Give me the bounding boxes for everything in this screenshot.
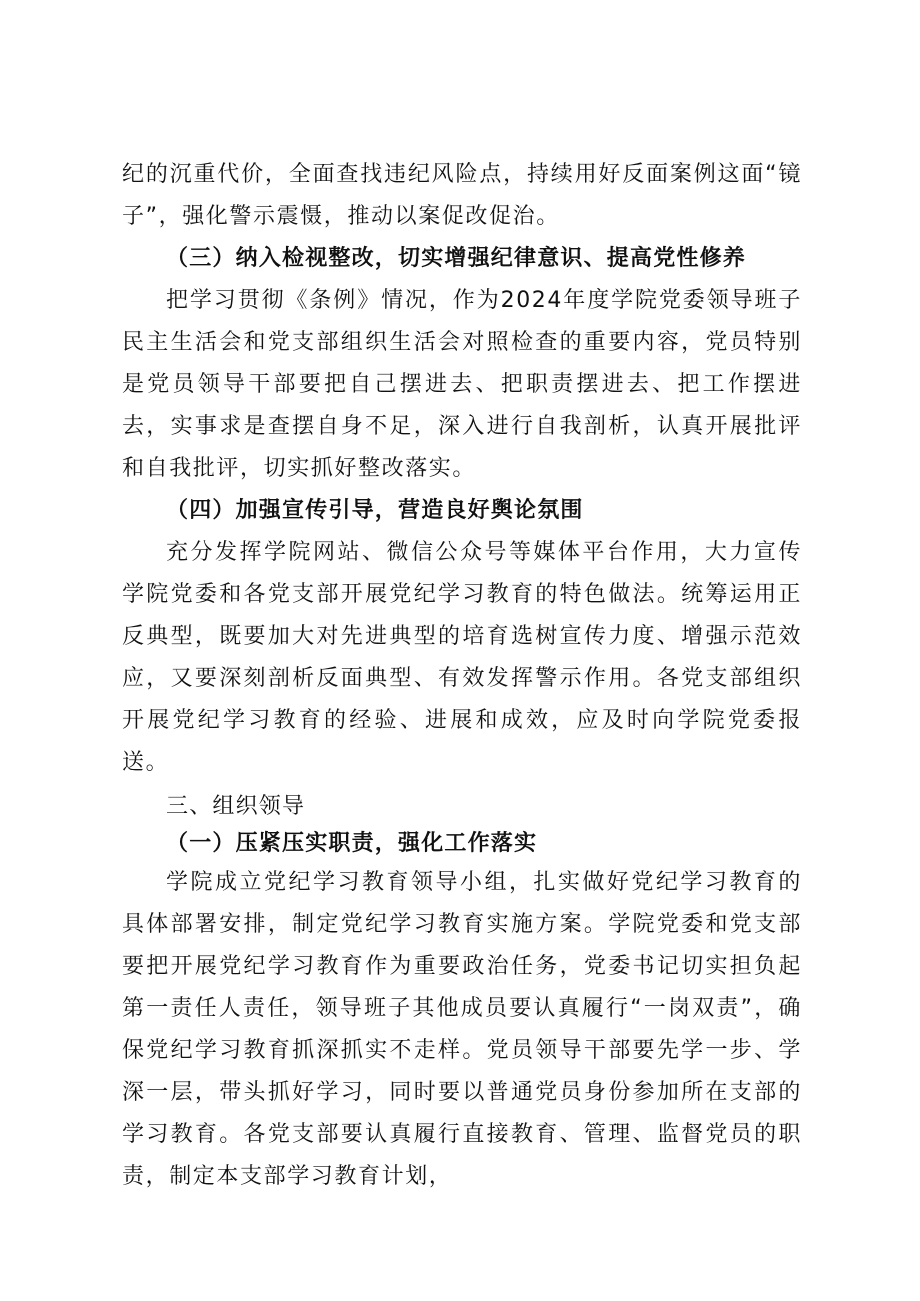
subheading-four: （四）加强宣传引导，营造良好舆论氛围 <box>166 498 584 523</box>
body-paragraph-inspection: 把学习贯彻《条例》情况，作为2024年度学院党委领导班子民主生活会和党支部组织生活会对照检查的重要内容，党员特别是党员领导干部要把自己摆进去、把职责摆进去、把工作摆进去，实事求是查摆自身不足，深入进行自我剖析，认真开展批评和自我批评，切实抓好整改落实。 <box>122 288 802 481</box>
body-paragraph-continuation: 纪的沉重代价，全面查找违纪风险点，持续用好反面案例这面“镜子”，强化警示震慑，推动以案促改促治。 <box>122 162 802 229</box>
section-heading-organization: 三、组织领导 <box>166 794 306 819</box>
body-paragraph-leadership: 学院成立党纪学习教育领导小组，扎实做好党纪学习教育的具体部署安排，制定党纪学习教育实施方案。学院党委和党支部要把开展党纪学习教育作为重要政治任务，党委书记切实担负起第一责任人责任，领导班子其他成员要认真履行“一岗双责”，确保党纪学习教育抓深抓实不走样。党员领导干部要先学一步、学深一层，带头抓好学习，同时要以普通党员身份参加所在支部的学习教育。各党支部要认真履行直接教育、管理、监督党员的职责，制定本支部学习教育计划， <box>122 870 802 1189</box>
body-paragraph-publicity: 充分发挥学院网站、微信公众号等媒体平台作用，大力宣传学院党委和各党支部开展党纪学习教育的特色做法。统筹运用正反典型，既要加大对先进典型的培育选树宣传力度、增强示范效应，又要深刻剖析反面典型、有效发挥警示作用。各党支部组织开展党纪学习教育的经验、进展和成效，应及时向学院党委报送。 <box>122 540 802 775</box>
subheading-three: （三）纳入检视整改，切实增强纪律意识、提高党性修养 <box>166 246 747 271</box>
document-body <box>122 154 802 1198</box>
subheading-one: （一）压紧压实职责，强化工作落实 <box>166 831 538 856</box>
